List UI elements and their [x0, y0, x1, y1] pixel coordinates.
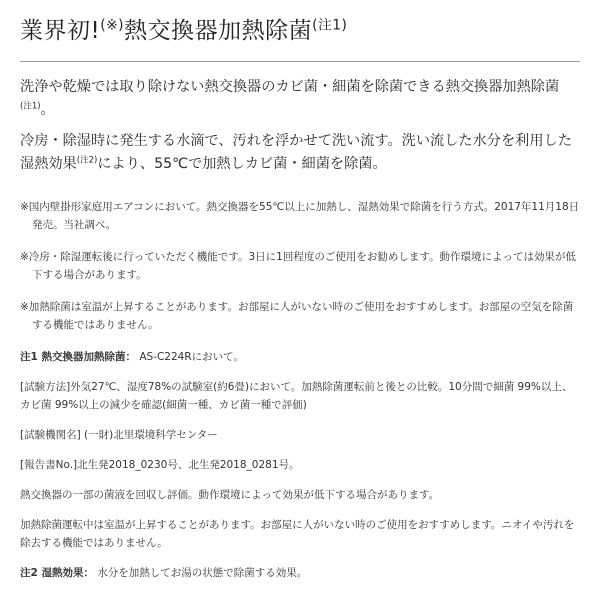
title-rest: 熱交換器加熱除菌	[124, 18, 313, 44]
lead-paragraph-2: 冷房・除湿時に発生する水滴で、汚れを浮かせて洗い流す。洗い流した水分を利用した湿熱効果$^{(注2)}$により、55℃で加熱しカビ菌・細菌を除菌。	[20, 133, 572, 173]
title-asterisk-mark: (※)	[100, 17, 125, 34]
lead-section	[20, 76, 580, 176]
footnotes	[20, 348, 580, 582]
title-divider	[20, 61, 580, 62]
note-item: ※冷房・除湿運転後に行っていただく機能です。3日に1回程度のご使用をお勧めします。動作環境によっては効果が低下する場合があります。	[20, 251, 576, 282]
lead-note-mark-1: (注1)	[20, 101, 41, 112]
footnote-1-heading	[20, 348, 580, 366]
test-organization: [試験機関名] (一財)北里環境科学センター	[20, 429, 218, 442]
footnote-2	[20, 564, 580, 582]
title-note-mark: (注1)	[312, 17, 348, 34]
caution-note: 加熱除菌運転中は室温が上昇することがあります。お部屋に人がいない時のご使用をおすすめします。ニオイや汚れを除去する機能ではありません。	[20, 519, 575, 550]
footnote-1-label: 注1 熱交換器加熱除菌：	[20, 351, 136, 364]
test-method: [試験方法]外気27℃、湿度78%の試験室(約6畳)において。加熱除菌運転前と後との比較。10分間で細菌 99%以上、カビ菌 99%以上の減少を確認(細菌一種、カビ菌一種で評価)	[20, 381, 573, 412]
asterisk-notes	[20, 198, 580, 334]
title-main: 業界初!	[20, 18, 101, 44]
page-title	[20, 16, 580, 46]
footnote-2-text: 水分を加熱してお湯の状態で除菌する効果。	[97, 567, 308, 580]
note-item: ※加熱除菌は室温が上昇することがあります。お部屋に人がいない時のご使用をおすすめします。お部屋の空気を除菌する機能ではありません。	[20, 301, 574, 332]
note-item: ※国内壁掛形家庭用エアコンにおいて。熱交換器を55℃以上に加熱し、湿熱効果で除菌を行う方式。2017年11月18日発売。当社調べ。	[20, 201, 580, 232]
lead-paragraph-1: 洗浄や乾燥では取り除けない熱交換器のカビ菌・細菌を除菌できる熱交換器加熱除菌 $^{(注1)}$。	[20, 79, 560, 119]
footnote-2-label: 注2 湿熱効果：	[20, 567, 94, 580]
evaluation-note: 熱交換器の一部の菌液を回収し評価。動作環境によって効果が低下する場合があります。	[20, 489, 440, 502]
document-page	[20, 0, 580, 594]
report-number: [報告書No.]北生発2018_0230号、北生発2018_0281号。	[20, 459, 300, 472]
footnote-1-model: AS-C224Rにおいて。	[139, 351, 244, 364]
lead-note-mark-2: (注2)	[76, 155, 98, 166]
